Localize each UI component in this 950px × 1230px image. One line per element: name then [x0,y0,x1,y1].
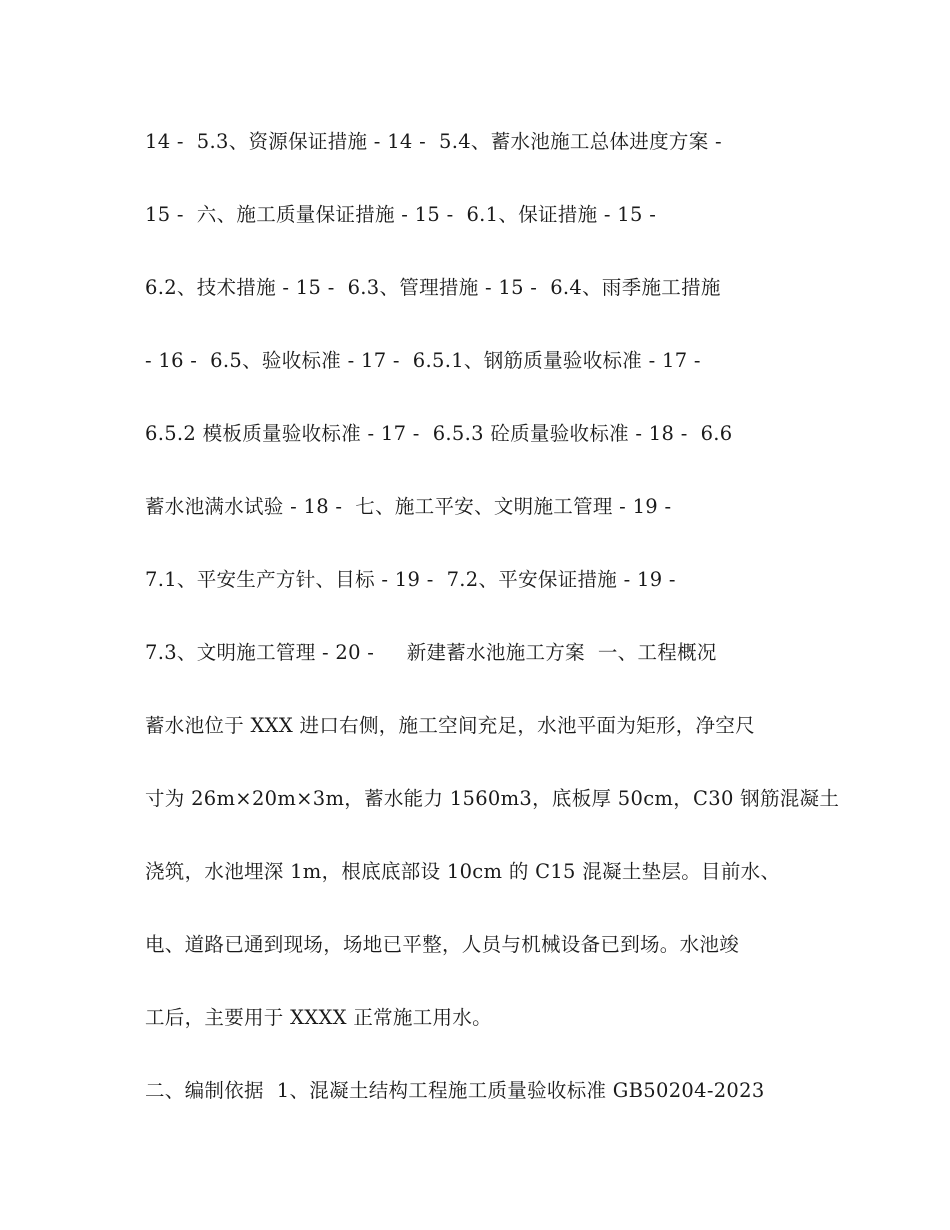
text-line: 蓄水池满水试验 - 18 - 七、施工平安、文明施工管理 - 19 - [145,495,672,518]
text-line: 7.3、文明施工管理 - 20 - 新建蓄水池施工方案 一、工程概况 [145,641,717,664]
text-line: 6.5.2 模板质量验收标准 - 17 - 6.5.3 砼质量验收标准 - 18 - 6.6 [145,422,733,445]
text-line: 6.2、技术措施 - 15 - 6.3、管理措施 - 15 - 6.4、雨季施工措施 [145,276,721,299]
text-line: 工后，主要用于 XXXX 正常施工用水。 [145,1006,492,1029]
text-line: 14 - 5.3、资源保证措施 - 14 - 5.4、蓄水池施工总体进度方案 - [145,130,722,153]
text-line: 寸为 26m×20m×3m，蓄水能力 1560m3，底板厚 50cm，C30 钢筋混凝土 [145,787,840,810]
text-line: 15 - 六、施工质量保证措施 - 15 - 6.1、保证措施 - 15 - [145,203,657,226]
text-line: 电、道路已通到现场，场地已平整，人员与机械设备已到场。水池竣 [145,933,740,956]
text-line: 7.1、平安生产方针、目标 - 19 - 7.2、平安保证措施 - 19 - [145,568,676,591]
text-line: 浇筑，水池埋深 1m，根底底部设 10cm 的 C15 混凝土垫层。目前水、 [145,860,781,883]
text-line: 二、编制依据 1、混凝土结构工程施工质量验收标准 GB50204-2023 [145,1079,765,1102]
document-body [145,122,840,1144]
text-line: - 16 - 6.5、验收标准 - 17 - 6.5.1、钢筋质量验收标准 - 17 - [145,349,701,372]
text-line: 蓄水池位于 XXX 进口右侧，施工空间充足，水池平面为矩形，净空尺 [145,714,755,737]
